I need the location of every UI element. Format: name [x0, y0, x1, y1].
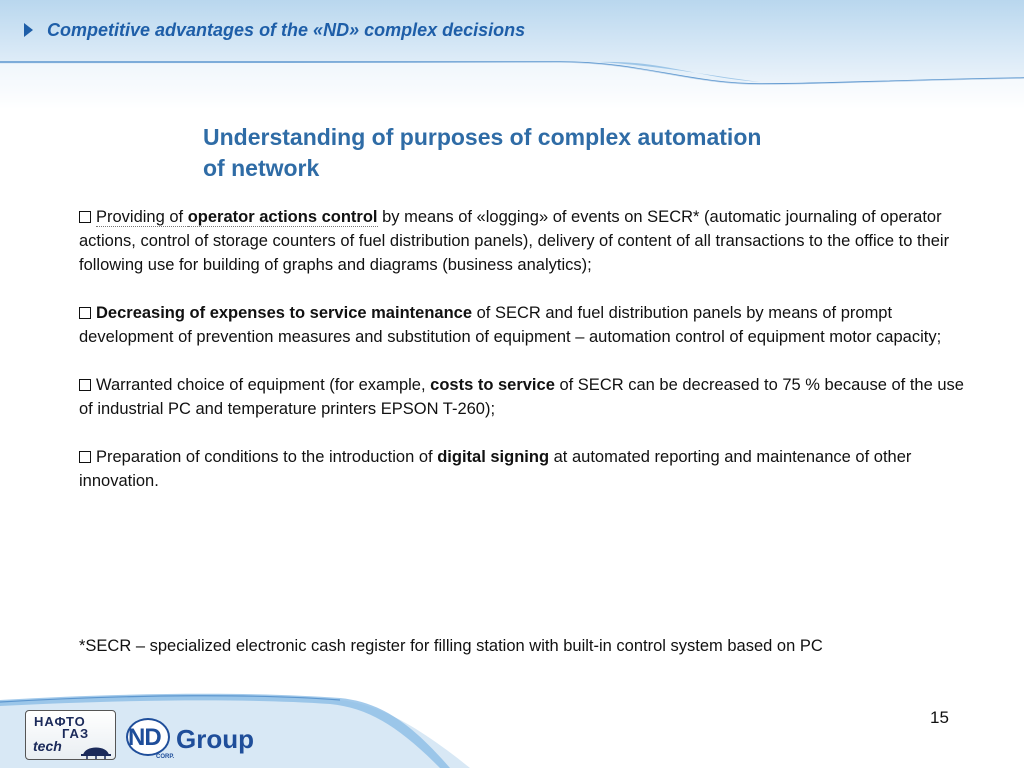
bullet-bold-text: Decreasing of expenses to service maintenance — [96, 304, 473, 322]
checkbox-bullet-icon — [79, 211, 91, 223]
header-title-row — [24, 16, 525, 44]
logo-nd-group-text: Group — [176, 724, 254, 754]
bullet-item — [79, 205, 964, 277]
header-title: Competitive advantages of the «ND» complex decisions — [47, 19, 526, 40]
bullet-pre-text: Providing of — [96, 208, 188, 226]
bullet-list — [79, 205, 964, 517]
logo-nd-letters: ND — [128, 724, 161, 751]
bullet-post-text: at automated reporting and maintenance of other innovation. — [79, 448, 912, 490]
checkbox-bullet-icon — [79, 307, 91, 319]
dome-icon — [81, 741, 111, 759]
nd-group-logo — [122, 712, 252, 762]
bullet-bold-text: operator actions control — [187, 208, 378, 226]
header-wave-decoration — [0, 40, 1024, 110]
bullet-pre-text: Preparation of conditions to the introduction of — [96, 448, 438, 466]
bullet-pre-text: Warranted choice of equipment (for example, — [96, 376, 431, 394]
slide-heading-line-1: Understanding of purposes of complex automation — [203, 124, 762, 150]
logo-nd-corp-text: CORP. — [156, 754, 175, 760]
checkbox-bullet-icon — [79, 379, 91, 391]
page-number: 15 — [930, 708, 949, 727]
naftogaz-tech-logo — [25, 710, 116, 760]
slide-heading — [203, 122, 903, 184]
bullet-post-text: of SECR can be decreased to 75 % because of the use of industrial PC and temperature printers EPSON T-260); — [79, 376, 964, 418]
checkbox-bullet-icon — [79, 451, 91, 463]
bullet-bold-text: digital signing — [437, 448, 550, 466]
bullet-item — [79, 445, 964, 493]
logo-naftogaz-tech: tech — [33, 738, 62, 754]
bullet-bold-text: costs to service — [430, 376, 555, 394]
footnote: *SECR – specialized electronic cash register for filling station with built-in control system based on PC — [79, 637, 823, 655]
arrow-right-icon — [24, 23, 33, 37]
bullet-post-text: by means of «logging» of events on SECR* (automatic journaling of operator actions, control of storage counters of fuel distribution panels), delivery of content of all transactions to the office to their following use for building of graphs and diagrams (business analytics); — [79, 208, 950, 274]
logo-naftogaz-mid: ГАЗ — [62, 726, 90, 741]
logo-naftogaz-top: НАФТО — [34, 714, 86, 729]
slide-heading-line-2: of network — [203, 155, 320, 181]
bullet-post-text: of SECR and fuel distribution panels by means of prompt development of prevention measures and substitution of equipment – automation control of equipment motor capacity; — [79, 304, 942, 346]
bullet-item — [79, 373, 964, 421]
bullet-item — [79, 301, 964, 349]
